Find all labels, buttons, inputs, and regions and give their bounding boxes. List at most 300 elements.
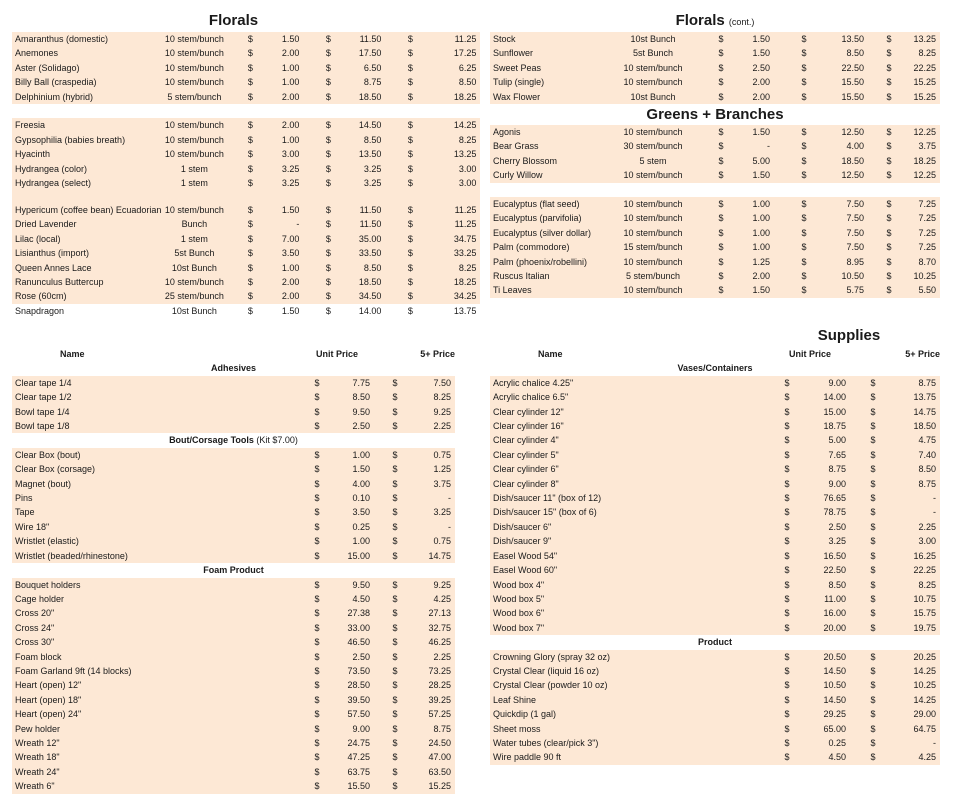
table-row <box>12 61 480 75</box>
stem-dollar: $ <box>227 61 273 75</box>
unit-price: 15.00 <box>804 405 850 419</box>
section-bout-corsage-note: (Kit $7.00) <box>253 435 298 446</box>
unit-dollar: $ <box>300 549 334 563</box>
stem-price: 1.50 <box>746 283 774 297</box>
greens-rows <box>490 125 940 298</box>
florals-cont-price-table <box>490 32 940 104</box>
item-name: Water tubes (clear/pick 3") <box>490 736 770 750</box>
unit-dollar: $ <box>300 578 334 592</box>
table-row <box>490 211 940 225</box>
item-unit: 10 stem/bunch <box>161 275 227 289</box>
five-price: 63.50 <box>416 765 455 779</box>
section-foam <box>12 563 455 577</box>
bunch-price: 22.50 <box>834 61 868 75</box>
unit-price: 8.50 <box>804 578 850 592</box>
unit-dollar: $ <box>300 693 334 707</box>
five-price: 15.25 <box>910 90 940 104</box>
five-dollar: $ <box>374 390 416 404</box>
stem-price: 2.00 <box>746 269 774 283</box>
unit-dollar: $ <box>770 491 804 505</box>
bunch-dollar: $ <box>303 90 353 104</box>
item-unit: 5 stem <box>610 154 696 168</box>
five-dollar: $ <box>385 190 435 217</box>
table-row <box>12 635 455 649</box>
item-name: Wreath 6" <box>12 779 300 793</box>
item-name: Wax Flower <box>490 90 610 104</box>
five-price: 39.25 <box>416 693 455 707</box>
table-row <box>490 61 940 75</box>
item-name: Wood box 7" <box>490 621 770 635</box>
unit-price: 22.50 <box>804 563 850 577</box>
stem-price: 2.00 <box>746 75 774 89</box>
stem-dollar: $ <box>227 261 273 275</box>
bunch-dollar: $ <box>303 176 353 190</box>
item-name: Foam block <box>12 650 300 664</box>
unit-price: 15.00 <box>334 549 374 563</box>
stem-price: 1.50 <box>746 46 774 60</box>
bunch-dollar: $ <box>303 61 353 75</box>
five-dollar: $ <box>374 736 416 750</box>
bunch-price: 11.50 <box>353 32 385 46</box>
unit-price: 29.25 <box>804 707 850 721</box>
section-product <box>490 635 940 649</box>
item-name: Clear Box (corsage) <box>12 462 300 476</box>
table-row <box>12 390 455 404</box>
bunch-dollar: $ <box>774 139 834 153</box>
item-name: Stock <box>490 32 610 46</box>
table-row <box>490 621 940 635</box>
item-name: Clear tape 1/2 <box>12 390 300 404</box>
five-dollar: $ <box>850 664 896 678</box>
bunch-dollar: $ <box>303 162 353 176</box>
stem-price: 5.00 <box>746 154 774 168</box>
item-name: Wristlet (beaded/rhinestone) <box>12 549 300 563</box>
stem-price: 1.00 <box>273 261 303 275</box>
stem-price: 1.00 <box>273 133 303 147</box>
five-dollar: $ <box>374 635 416 649</box>
bunch-dollar: $ <box>303 147 353 161</box>
item-name: Bowl tape 1/8 <box>12 419 300 433</box>
item-unit: 10 stem/bunch <box>161 190 227 217</box>
five-dollar: $ <box>850 491 896 505</box>
five-dollar <box>385 104 435 118</box>
unit-price: 0.25 <box>334 520 374 534</box>
stem-price: 1.00 <box>746 240 774 254</box>
unit-dollar: $ <box>300 376 334 390</box>
item-name: Clear cylinder 8" <box>490 477 770 491</box>
five-dollar: $ <box>374 477 416 491</box>
unit-price: 57.50 <box>334 707 374 721</box>
item-unit: 10 stem/bunch <box>610 211 696 225</box>
table-row <box>490 563 940 577</box>
item-name: Aster (Solidago) <box>12 61 161 75</box>
table-row <box>490 283 940 297</box>
bunch-dollar: $ <box>303 46 353 60</box>
unit-dollar: $ <box>770 376 804 390</box>
bunch-dollar: $ <box>303 261 353 275</box>
table-row <box>12 750 455 764</box>
unit-dollar: $ <box>300 722 334 736</box>
stem-dollar: $ <box>696 168 746 182</box>
unit-dollar: $ <box>300 621 334 635</box>
table-row <box>12 246 480 260</box>
section-foam-label: Foam Product <box>203 565 264 576</box>
five-dollar: $ <box>868 283 910 297</box>
table-row <box>12 505 455 519</box>
unit-price: 9.00 <box>334 722 374 736</box>
five-price: 3.25 <box>416 505 455 519</box>
five-price: 15.75 <box>896 606 940 620</box>
five-dollar: $ <box>868 269 910 283</box>
table-row <box>490 650 940 664</box>
table-row <box>12 707 455 721</box>
unit-price: 16.50 <box>804 549 850 563</box>
five-price: 27.13 <box>416 606 455 620</box>
table-row <box>490 405 940 419</box>
bunch-dollar: $ <box>774 168 834 182</box>
item-name: Pins <box>12 491 300 505</box>
unit-price: 16.00 <box>804 606 850 620</box>
table-row <box>12 261 480 275</box>
bunch-price: 18.50 <box>353 90 385 104</box>
five-price: 18.50 <box>896 419 940 433</box>
item-name: Cross 20" <box>12 606 300 620</box>
table-row <box>12 232 480 246</box>
unit-price: 8.75 <box>804 462 850 476</box>
table-row <box>12 534 455 548</box>
table-row <box>490 255 940 269</box>
table-row <box>490 491 940 505</box>
five-price: 2.25 <box>896 520 940 534</box>
unit-dollar: $ <box>300 678 334 692</box>
bunch-price: 14.00 <box>358 305 382 316</box>
unit-dollar: $ <box>770 707 804 721</box>
five-price: 10.25 <box>896 678 940 692</box>
table-row <box>12 477 455 491</box>
bunch-dollar: $ <box>774 255 834 269</box>
unit-price: 20.00 <box>804 621 850 635</box>
unit-price: 65.00 <box>804 722 850 736</box>
unit-price: 9.00 <box>804 477 850 491</box>
item-name: Leaf Shine <box>490 693 770 707</box>
item-name: Ranunculus Buttercup <box>12 275 161 289</box>
five-price: 7.50 <box>416 376 455 390</box>
unit-dollar: $ <box>300 448 334 462</box>
five-price: 16.25 <box>896 549 940 563</box>
table-row <box>12 578 455 592</box>
greens-price-table <box>490 125 940 298</box>
unit-dollar: $ <box>300 534 334 548</box>
table-row <box>12 133 480 147</box>
table-row <box>12 419 455 433</box>
five-dollar: $ <box>374 462 416 476</box>
item-name: Wood box 5" <box>490 592 770 606</box>
five-dollar: $ <box>374 376 416 390</box>
five-dollar: $ <box>385 118 435 132</box>
unit-dollar: $ <box>770 722 804 736</box>
table-row <box>490 168 940 182</box>
unit-dollar: $ <box>300 419 334 433</box>
unit-price: 27.38 <box>334 606 374 620</box>
item-name: Wreath 24" <box>12 765 300 779</box>
five-dollar: $ <box>374 693 416 707</box>
item-unit: 10 stem/bunch <box>610 75 696 89</box>
florals-title: Florals <box>208 12 259 29</box>
five-price: 22.25 <box>896 563 940 577</box>
unit-price: 4.50 <box>334 592 374 606</box>
five-dollar: $ <box>850 376 896 390</box>
five-price: 14.25 <box>896 664 940 678</box>
unit-dollar: $ <box>300 750 334 764</box>
unit-price: 46.50 <box>334 635 374 649</box>
five-dollar: $ <box>850 707 896 721</box>
five-dollar: $ <box>385 61 435 75</box>
five-price: 1.25 <box>416 462 455 476</box>
table-row <box>490 90 940 104</box>
bunch-dollar: $ <box>774 226 834 240</box>
stem-dollar: $ <box>696 61 746 75</box>
item-name: Heart (open) 24" <box>12 707 300 721</box>
supplies-title: Supplies <box>817 327 881 344</box>
table-row <box>490 32 940 46</box>
table-row <box>12 275 480 289</box>
five-price: 18.25 <box>910 154 940 168</box>
item-unit: 5 stem/bunch <box>161 90 227 104</box>
five-dollar: $ <box>385 162 435 176</box>
item-name: Ruscus Italian <box>490 269 610 283</box>
section-vases <box>490 361 940 375</box>
five-dollar: $ <box>850 505 896 519</box>
bunch-price: 18.50 <box>834 154 868 168</box>
item-name: Clear cylinder 12" <box>490 405 770 419</box>
item-unit: 1 stem <box>161 232 227 246</box>
item-name: Cross 30" <box>12 635 300 649</box>
table-row <box>490 520 940 534</box>
section-bout-corsage-label: Bout/Corsage Tools (Kit $7.00) <box>169 435 298 446</box>
stem-price: 1.50 <box>273 32 303 46</box>
stem-dollar: $ <box>696 154 746 168</box>
five-price: 34.25 <box>435 289 480 303</box>
item-name: Cherry Blossom <box>490 154 610 168</box>
item-name: Wire paddle 90 ft <box>490 750 770 764</box>
five-dollar: $ <box>385 90 435 104</box>
unit-price: 0.25 <box>804 736 850 750</box>
five-dollar: $ <box>850 390 896 404</box>
bunch-price: 13.50 <box>353 147 385 161</box>
five-price: 7.25 <box>910 226 940 240</box>
five-dollar: $ <box>868 139 910 153</box>
item-name: Crystal Clear (powder 10 oz) <box>490 678 770 692</box>
five-price: 8.25 <box>435 261 480 275</box>
five-price: 4.25 <box>896 750 940 764</box>
stem-dollar: $ <box>227 232 273 246</box>
five-price: 6.25 <box>435 61 480 75</box>
item-unit: 10 stem/bunch <box>610 61 696 75</box>
stem-dollar: $ <box>227 46 273 60</box>
stem-dollar: $ <box>227 133 273 147</box>
item-name: Dried Lavender <box>12 217 161 231</box>
table-row <box>490 419 940 433</box>
item-name: Crystal Clear (liquid 16 oz) <box>490 664 770 678</box>
five-price: 13.25 <box>435 147 480 161</box>
five-price: 8.50 <box>435 75 480 89</box>
five-dollar: $ <box>385 275 435 289</box>
item-name: Billy Ball (craspedia) <box>12 75 161 89</box>
unit-dollar: $ <box>770 750 804 764</box>
unit-price: 7.75 <box>334 376 374 390</box>
five-dollar: $ <box>385 46 435 60</box>
five-dollar: $ <box>385 289 435 303</box>
bunch-dollar: $ <box>774 61 834 75</box>
five-dollar: $ <box>850 520 896 534</box>
item-name: Palm (commodore) <box>490 240 610 254</box>
unit-price: 20.50 <box>804 650 850 664</box>
bunch-dollar: $ <box>325 305 331 316</box>
unit-dollar: $ <box>770 592 804 606</box>
item-name: Clear cylinder 5" <box>490 448 770 462</box>
five-price: 11.25 <box>435 32 480 46</box>
stem-price: 7.00 <box>273 232 303 246</box>
florals-cont-rows <box>490 32 940 104</box>
stem-dollar: $ <box>227 176 273 190</box>
five-price: 14.75 <box>416 549 455 563</box>
five-price: 5.50 <box>910 283 940 297</box>
table-row <box>490 477 940 491</box>
table-row <box>490 505 940 519</box>
bunch-price: 8.50 <box>353 261 385 275</box>
table-row <box>12 650 455 664</box>
item-unit: 1 stem <box>161 162 227 176</box>
item-name: Dish/saucer 6" <box>490 520 770 534</box>
unit-price: 28.50 <box>334 678 374 692</box>
unit-dollar: $ <box>300 592 334 606</box>
five-price: 11.25 <box>435 217 480 231</box>
five-price: 19.75 <box>896 621 940 635</box>
five-price: 3.75 <box>416 477 455 491</box>
table-row <box>490 154 940 168</box>
five-price: 73.25 <box>416 664 455 678</box>
stem-price: 2.00 <box>746 90 774 104</box>
five-price: 12.25 <box>910 125 940 139</box>
stem-price: - <box>746 139 774 153</box>
supplies-right-table <box>490 347 940 765</box>
bunch-price: 35.00 <box>353 232 385 246</box>
unit-dollar: $ <box>770 650 804 664</box>
item-name: Bouquet holders <box>12 578 300 592</box>
stem-dollar: $ <box>227 246 273 260</box>
greens-title: Greens + Branches <box>646 106 784 123</box>
bunch-price: 8.50 <box>834 46 868 60</box>
item-unit: 5st Bunch <box>161 246 227 260</box>
five-price: 20.25 <box>896 650 940 664</box>
item-unit: 10 stem/bunch <box>161 32 227 46</box>
five-dollar: $ <box>385 176 435 190</box>
unit-price: 9.00 <box>804 376 850 390</box>
five-price-header: 5+ Price <box>420 349 455 359</box>
unit-price: 11.00 <box>804 592 850 606</box>
five-dollar: $ <box>850 448 896 462</box>
table-row <box>12 147 480 161</box>
five-dollar: $ <box>385 147 435 161</box>
five-price: 0.75 <box>416 534 455 548</box>
unit-price: 5.00 <box>804 433 850 447</box>
item-unit: 10st Bunch <box>610 90 696 104</box>
table-row <box>12 90 480 104</box>
unit-dollar: $ <box>770 405 804 419</box>
item-name <box>12 104 161 118</box>
five-price: 18.25 <box>435 90 480 104</box>
unit-dollar: $ <box>770 505 804 519</box>
stem-dollar: $ <box>696 46 746 60</box>
table-row <box>490 534 940 548</box>
unit-price: 7.65 <box>804 448 850 462</box>
item-unit: 10st Bunch <box>161 261 227 275</box>
bunch-price: 12.50 <box>834 125 868 139</box>
table-row <box>490 707 940 721</box>
stem-price: 1.50 <box>746 125 774 139</box>
item-name: Eucalyptus (silver dollar) <box>490 226 610 240</box>
item-name: Cross 24" <box>12 621 300 635</box>
five-dollar: $ <box>850 722 896 736</box>
bunch-price: 13.50 <box>834 32 868 46</box>
section-adhesives <box>12 361 455 375</box>
five-price: 3.00 <box>435 162 480 176</box>
bunch-dollar: $ <box>303 32 353 46</box>
item-name: Rose (60cm) <box>12 289 161 303</box>
five-dollar: $ <box>850 405 896 419</box>
bunch-price: 8.95 <box>834 255 868 269</box>
five-dollar: $ <box>868 61 910 75</box>
unit-dollar: $ <box>770 520 804 534</box>
five-price: 2.25 <box>416 650 455 664</box>
bunch-dollar: $ <box>774 32 834 46</box>
five-price: 13.25 <box>910 32 940 46</box>
item-name: Eucalyptus (flat seed) <box>490 197 610 211</box>
unit-dollar: $ <box>770 448 804 462</box>
unit-price: 14.50 <box>804 693 850 707</box>
table-row <box>490 549 940 563</box>
unit-price: 1.00 <box>334 448 374 462</box>
item-unit: 25 stem/bunch <box>161 289 227 303</box>
five-price: 4.25 <box>416 592 455 606</box>
stem-price: 2.00 <box>273 275 303 289</box>
unit-dollar: $ <box>300 520 334 534</box>
five-price: 17.25 <box>435 46 480 60</box>
unit-dollar: $ <box>770 534 804 548</box>
five-dollar: $ <box>868 211 910 225</box>
five-price: 8.25 <box>416 390 455 404</box>
five-price: 3.00 <box>435 176 480 190</box>
stem-dollar <box>696 183 746 197</box>
unit-price: 3.50 <box>334 505 374 519</box>
five-price: 8.25 <box>910 46 940 60</box>
item-name: Freesia <box>12 118 161 132</box>
item-name: Bowl tape 1/4 <box>12 405 300 419</box>
name-header: Name <box>60 349 85 359</box>
five-dollar: $ <box>374 722 416 736</box>
item-name: Hyacinth <box>12 147 161 161</box>
stem-price: 1.00 <box>746 197 774 211</box>
unit-dollar: $ <box>770 563 804 577</box>
unit-price: 1.50 <box>334 462 374 476</box>
item-name: Easel Wood 60" <box>490 563 770 577</box>
bunch-dollar: $ <box>774 269 834 283</box>
bunch-price: 11.50 <box>353 190 385 217</box>
table-row <box>12 46 480 60</box>
bunch-price: 33.50 <box>353 246 385 260</box>
five-price: 32.75 <box>416 621 455 635</box>
five-price: 18.25 <box>435 275 480 289</box>
